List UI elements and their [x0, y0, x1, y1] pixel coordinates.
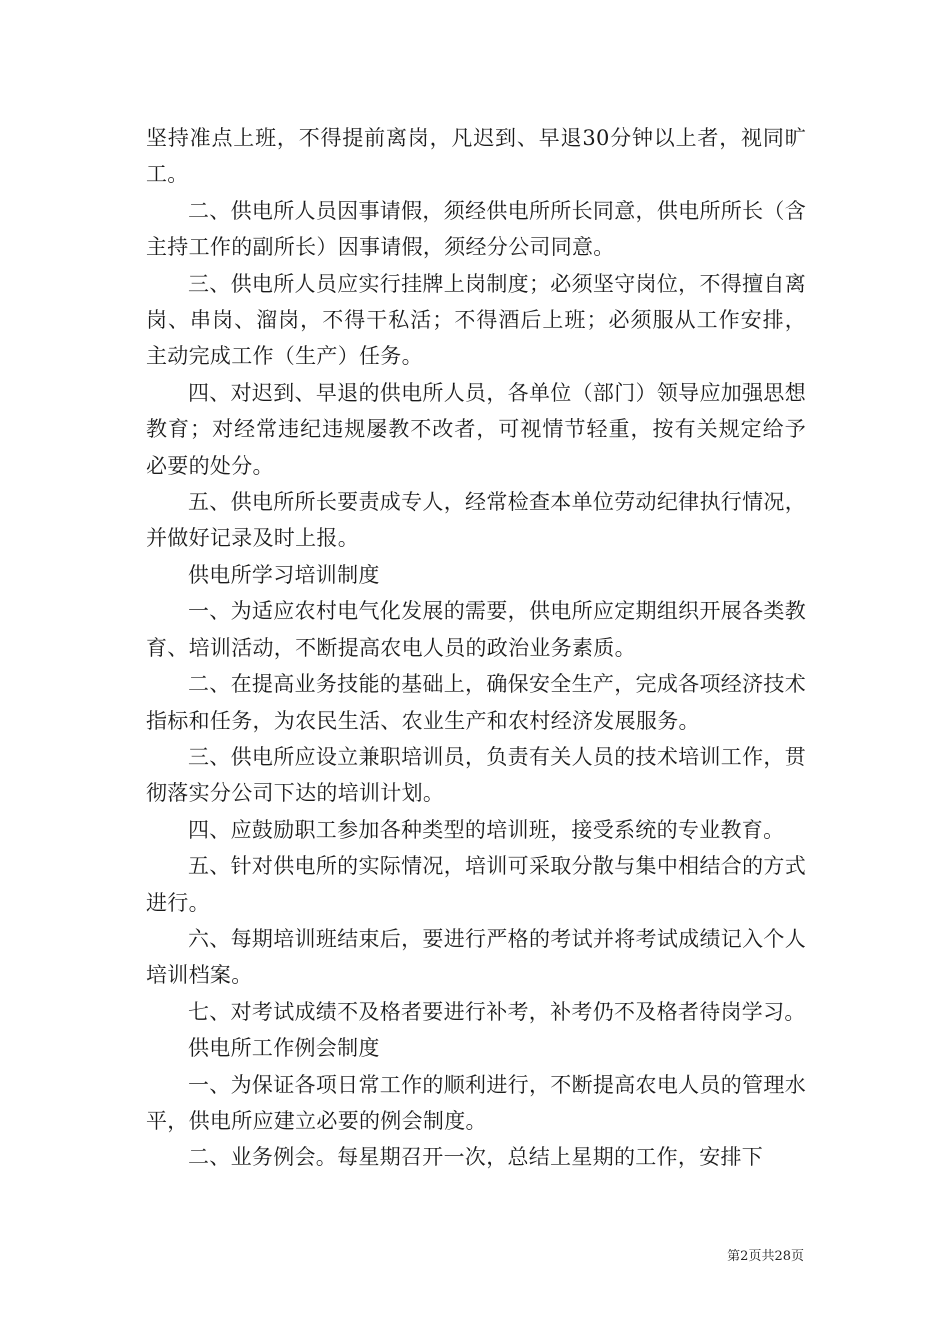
page-number: 第2页共28页: [727, 1249, 804, 1264]
paragraph: 二、供电所人员因事请假，须经供电所所长同意，供电所所长（含主持工作的副所长）因事请假，须经分公司同意。: [146, 198, 806, 260]
paragraph: 二、业务例会。每星期召开一次，总结上星期的工作，安排下: [188, 1145, 764, 1170]
section-heading: 供电所工作例会制度: [188, 1036, 380, 1061]
paragraph: 一、为适应农村电气化发展的需要，供电所应定期组织开展各类教育、培训活动，不断提高农电人员的政治业务素质。: [146, 599, 806, 660]
section-heading: 供电所学习培训制度: [188, 562, 380, 587]
paragraph: 一、为保证各项日常工作的顺利进行，不断提高农电人员的管理水平，供电所应建立必要的例会制度。: [146, 1072, 806, 1133]
paragraph: 五、供电所所长要责成专人，经常检查本单位劳动纪律执行情况，并做好记录及时上报。: [146, 490, 806, 551]
paragraph: 五、针对供电所的实际情况，培训可采取分散与集中相结合的方式进行。: [146, 854, 806, 915]
paragraph: 六、每期培训班结束后，要进行严格的考试并将考试成绩记入个人培训档案。: [146, 926, 806, 988]
document-body: [146, 120, 806, 1176]
paragraph: 四、对迟到、早退的供电所人员，各单位（部门）领导应加强思想教育；对经常违纪违规屡教不改者，可视情节轻重，按有关规定给予必要的处分。: [146, 380, 806, 478]
paragraph: 坚持准点上班，不得提前离岗，凡迟到、早退30分钟以上者，视同旷工。: [146, 126, 806, 187]
paragraph: 三、供电所应设立兼职培训员，负责有关人员的技术培训工作，贯彻落实分公司下达的培训计划。: [146, 744, 806, 806]
paragraph: 三、供电所人员应实行挂牌上岗制度；必须坚守岗位，不得擅自离岗、串岗、溜岗，不得干私活；不得酒后上班；必须服从工作安排，主动完成工作（生产）任务。: [146, 271, 806, 369]
paragraph: 七、对考试成绩不及格者要进行补考，补考仍不及格者待岗学习。: [188, 999, 806, 1024]
paragraph: 二、在提高业务技能的基础上，确保安全生产，完成各项经济技术指标和任务，为农民生活、农业生产和农村经济发展服务。: [146, 672, 806, 733]
paragraph: 四、应鼓励职工参加各种类型的培训班，接受系统的专业教育。: [188, 817, 785, 842]
